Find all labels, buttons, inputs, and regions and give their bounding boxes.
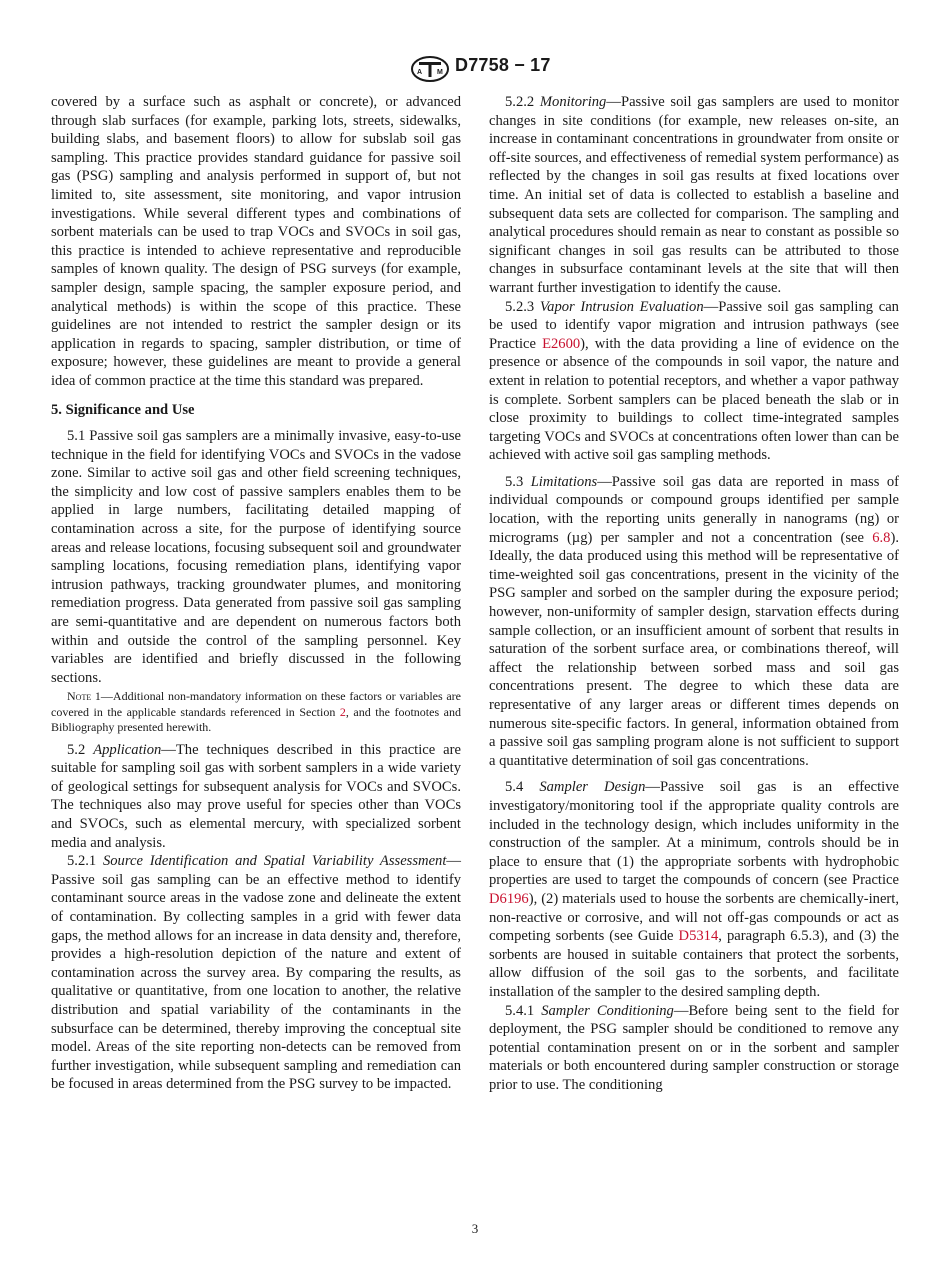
para-title: Source Identification and Spatial Variability Assessment [102,853,447,870]
para-text: —Passive soil gas sampling can be an effective method to identify contaminant source areas in the vadose zone and delineate the extent of contamination. By collecting samples in a grid with fewer data gaps, the method allows for an increase in data density and, therefore, provides a high-resolution depiction of the nature and extent of contamination across the survey area. By comparing the results, as qualitative or quantitative, from one location to another, the relative distribution and spatial variability of the contaminants in the subsurface can be determined, thereby improving the conceptual site model. Areas of the site reporting non-detects can be removed from further investigation, while subsequent sampling and remediation can be focused in areas determined from the PSG survey to be impacted. [51,853,461,1093]
paragraph-continued: covered by a surface such as asphalt or concrete), or advanced through slab surfaces (for example, parking lots, streets, sidewalks, building slabs, and basement floors) to allow for subslab soil gas sampling. This practice provides standard guidance for passive soil gas (PSG) sampling and analysis performed in support of, but not limited to, site assessment, site monitoring, and vapor intrusion investigations. While several different types and combinations of sorbent materials can be used to trap VOCs and SVOCs in soil gas, this practice is intended to achieve representative and reproducible samples of known quality. The design of PSG surveys (for example, sampler design, sample spacing, the sampler exposure period, and analytical methods) is within the scope of this practice. These guidelines are not intended to restrict the sampler design or its application in regards to spacing, sampler distribution, or time of exposure; however, these guidelines are meant to provide a general idea of common practice at the time this standard was prepared. [51,94,461,389]
page-number: 3 [471,1221,479,1236]
d6196-link[interactable]: D6196 [489,890,529,907]
svg-text:A: A [417,69,423,76]
para-number: 5.2.2 [505,94,540,110]
para-text: —Before being sent to the field for deployment, the PSG sampler should be conditioned to remove any potential contamination present on or in the sorbent and sampler materials or both encountered during sampler construction or storage prior to use. The conditioning [489,1002,899,1093]
para-text: —Passive soil gas sampling can be used to identify vapor migration and intrusion pathways (see Practice [489,298,899,352]
para-title: Monitoring [539,94,607,110]
section-2-link[interactable]: 2 [339,704,346,719]
note-text-a: —Additional non-mandatory information on these factors or variables are covered in the applicable standards referenced in Section [51,689,462,719]
paragraph-5-2-2 [489,93,899,298]
document-id: D7758 − 17 [455,55,551,75]
paragraph-5-1: 5.1 Passive soil gas samplers are a minimally invasive, easy-to-use technique in the field for identifying VOCs and SVOCs in the vadose zone. Similar to active soil gas and other field screening techniques, the simplicity and low cost of passive samplers enables them to be applied in large numbers, facilitating detailed mapping of contamination across a site, for the purpose of identifying source areas and release locations, focusing subsequent soil and groundwater sampling locations, focusing remediation plans, identifying vapor intrusion pathways, tracking groundwater plumes, and monitoring remediation progress. Data generated from passive soil gas sampling are semi-quantitative and are dependent on numerous factors both within and outside the control of the sampling personnel. Key variables are identified and briefly discussed in the following sections. [51,428,461,686]
page-header [0,54,950,84]
para-number: 5.2.1 [67,853,103,870]
para-title: Application [93,741,162,758]
para-number: 5.2.3 [505,298,540,315]
paragraph-5-3 [489,473,899,771]
left-column [51,93,461,1094]
e2600-link[interactable]: E2600 [542,335,581,352]
paragraph-5-2-1 [51,852,461,1094]
paragraph-5-4 [489,778,899,1001]
note-text-b: , and the footnotes and Bibliography presented herewith. [51,704,461,735]
para-number: 5.4 [505,779,540,796]
paragraph-5-2 [51,741,461,853]
para-text: —Passive soil gas is an effective investigatory/monitoring tool if the appropriate quality controls are included in the technology design, which includes uniformity in the construction of the sampler. At a minimum, controls should be in place to ensure that (1) the appropriate sorbents with hydrophobic properties are used to target the compounds of concern (see Practice [489,779,900,889]
para-text: —Passive soil gas samplers are used to monitor changes in site conditions (for example, new releases on-site, an increase in contaminant concentrations in groundwater from onsite or off-site sources, and effectiveness of remedial system performance) as reflected by the changes in soil gas results at fixed locations over time. An initial set of data is collected to establish a baseline and subsequent data sets are collected for comparison. The sampling and analytical procedures should remain as near to constant as possible so significant changes in soil gas results can be attributed to those changes in subsurface contaminant levels at the site that will then warrant further investigation to identify the cause. [489,94,899,296]
paragraph-5-4-1 [489,1002,899,1095]
section-heading-5: 5. Significance and Use [51,401,195,418]
note-1 [51,689,461,735]
para-text: ), (2) materials used to house the sorbents are chemically-inert, non-reactive or corrosive, and will not off-gas compounds or act as competing sorbents (see Guide [489,890,899,945]
para-title: Sampler Design [539,779,646,796]
para-number: 5.2 [67,741,94,758]
para-text: ). Ideally, the data produced using this method will be representative of time-weighted soil gas concentrations, present in the vicinity of the PSG sampler and sorbed on the sampler during the exposure period; however, non-uniformity of sampler design, starvation effects during sample collection, or an insufficient amount of sorbent that results in saturation of the sorbent surface area, or combinations thereof, will affect the relationship between sorbed mass and soil gas concentrations present. The degree to which these data are representative of any larger areas or different times depends on numerous site-specific factors. In general, information obtained from a passive soil gas sampling program alone is not sufficient to support a quantitative determination of soil gas concentrations. [489,529,899,769]
para-title: Sampler Conditioning [541,1002,674,1019]
note-label: Note 1 [67,689,101,704]
para-number: 5.4.1 [505,1002,542,1019]
para-number: 5.3 [505,473,531,490]
para-title: Vapor Intrusion Evaluation [539,298,704,315]
paragraph-5-2-3 [489,298,899,465]
para-title: Limitations [530,473,598,490]
d5314-link[interactable]: D5314 [678,928,719,945]
svg-text:M: M [437,69,443,76]
astm-logo-icon [410,56,450,82]
para-text: , paragraph 6.5.3), and (3) the sorbents are housed in suitable containers that protect the sorbents, allow diffusion of the soil gas to the sorbents, and facilitate installation of the sampler to the desired sampling depth. [489,928,900,1000]
section-6-8-link[interactable]: 6.8 [872,529,891,546]
para-text: ), with the data providing a line of evidence on the presence or absence of the compounds in soil vapor, the nature and extent in relation to potential receptors, and whether a vapor pathway is complete. Sorbent samplers can be placed beneath the slab or in close proximity to buildings to collect time-integrated samples targeting VOCs and SVOCs at concentrations often lower than can be achieved with active soil gas sampling methods. [489,335,899,464]
para-text: —Passive soil gas data are reported in mass of individual compounds or compound groups identified per sample location, with the reporting units generally in nanograms (ng) or micrograms (µg) per sampler and not a concentration (see [489,473,900,546]
right-column [489,93,899,1094]
para-text: —The techniques described in this practice are suitable for sampling soil gas with sorbent samplers in a wide variety of geological settings for subsequent analysis for VOCs and SVOCs. The techniques also may prove useful for species other than VOCs and SVOCs, such as elemental mercury, with specialized sorbent media and analysis. [51,741,461,851]
